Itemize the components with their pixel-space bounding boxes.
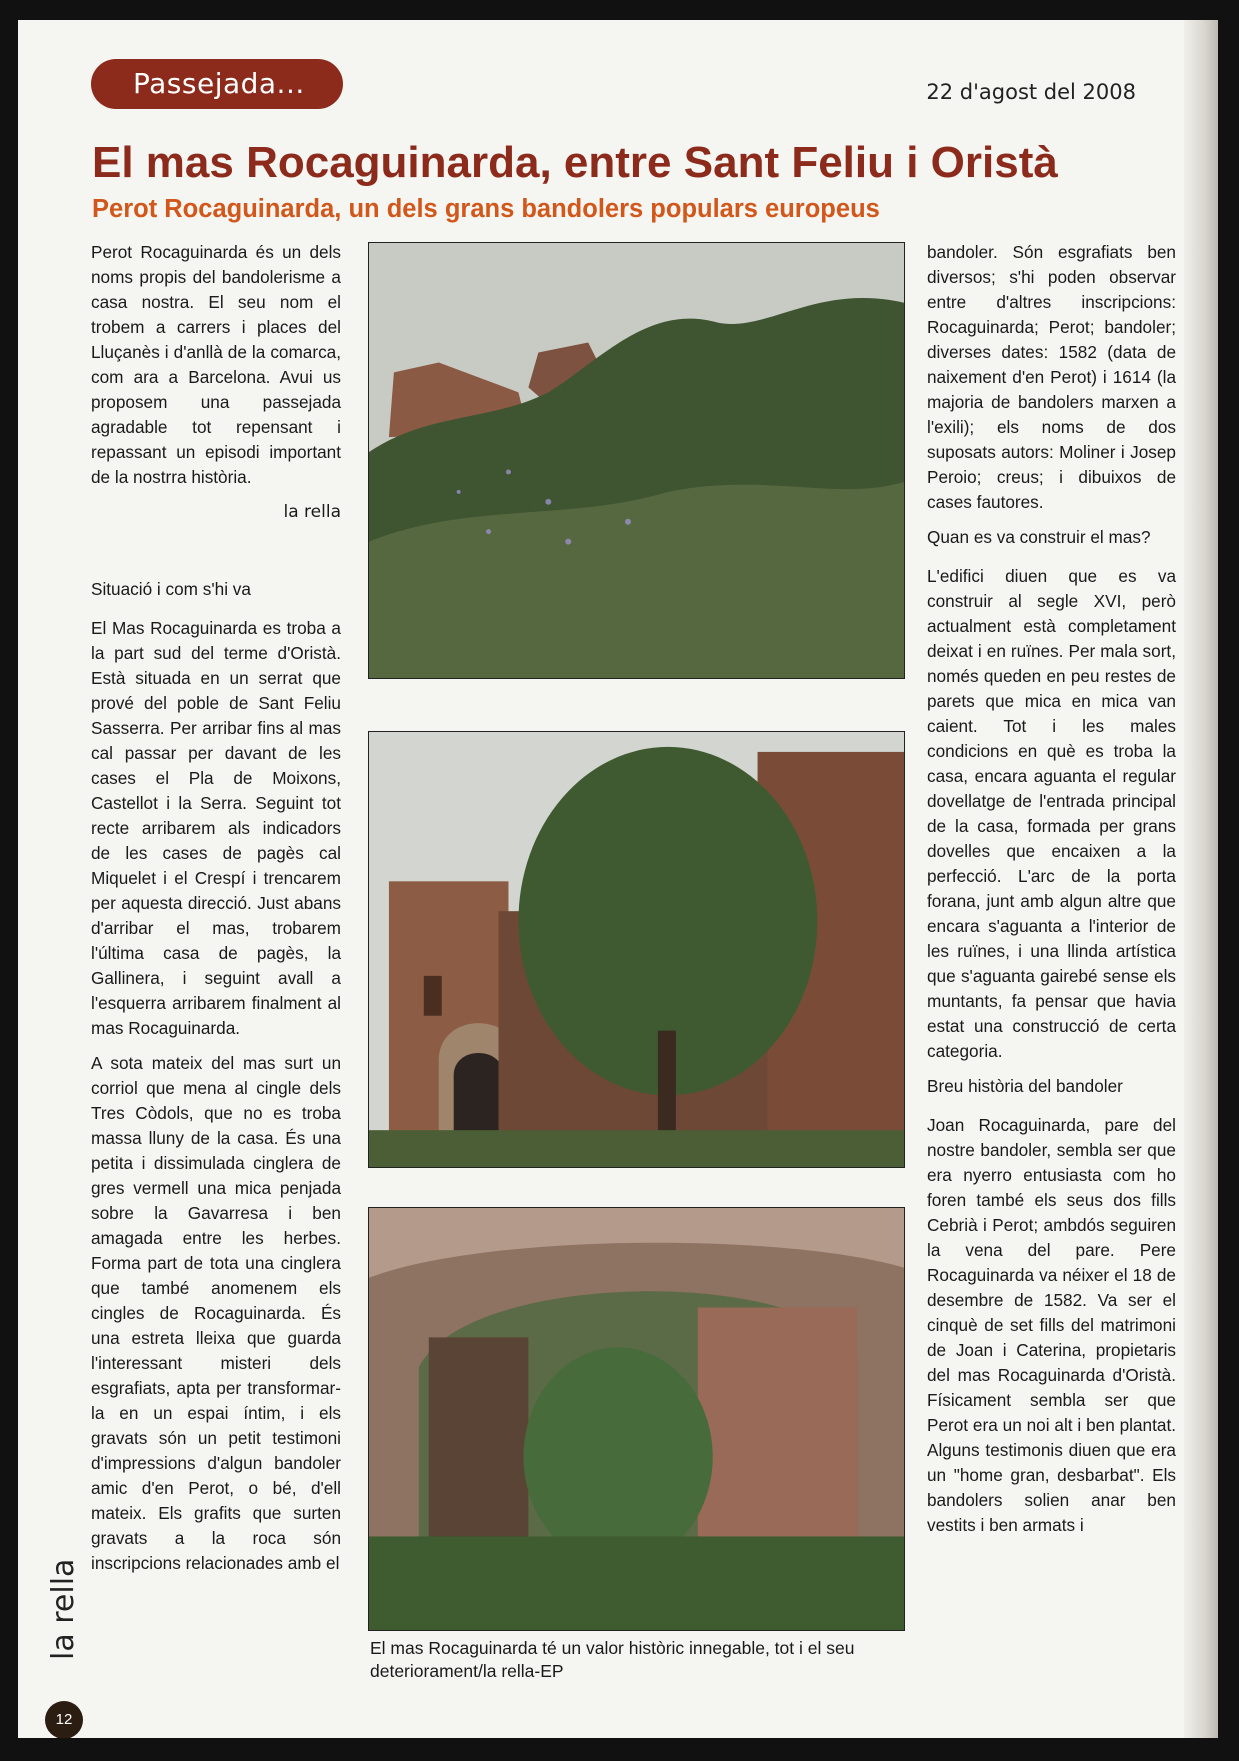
photo-stone-arch [368,1207,905,1631]
magazine-name: la rella [46,1558,81,1660]
magazine-page [18,20,1218,1738]
right-column [927,240,1176,1548]
caption-text: El mas Rocaguinarda té un valor històric innegable, tot i el seu deteriorament/ [370,1638,855,1681]
body-paragraph: A sota mateix del mas surt un corriol que mena al cingle dels Tres Còdols, que no es troba massa lluny de la casa. És una petita i dissimulada cinglera de gres vermell una mica penjada sobre la Gavarresa i ben amagada entre les herbes. Forma part de tota una cinglera que també anomenem els cingles de Rocaguinarda. És una estreta lleixa que guarda l'interessant misteri dels esgrafiats, apta per transformar-la en un espai íntim, i els gravats són un petit testimoni d'impressions d'algun bandoler amic d'en Perot, o bé, d'ell mateix. Els grafits que surten gravats a la roca són inscripcions relacionades amb el [91,1053,341,1573]
photo-tower-and-tree [368,731,905,1168]
body-paragraph: L'edifici diuen que es va construir al segle XVI, però actualment està completament deixat i en ruïnes. Per mala sort, només queden en peu restes de parets que mica en mica van caient. Tot i les males condicions en què es troba la casa, encara aguanta el regular dovellatge de l'entrada principal de la casa, formada per grans dovelles que encaixen a la perfecció. L'arc de la porta forana, junt amb algun altre que encara s'aguanta a l'interior de les ruïnes, i una llinda artística que s'aguanta gairebé sense els muntants, fa pensar que havia estat una construcció de certa categoria. [927,566,1176,1061]
section-heading: Quan es va construir el mas? [927,527,1151,547]
article-title: El mas Rocaguinarda, entre Sant Feliu i Oristà [92,138,1058,187]
photo-ruins-hillside-image [369,243,904,678]
body-paragraph: bandoler. Són esgrafiats ben diversos; s'hi poden observar entre d'altres inscripcions: Rocaguinarda; Perot; bandoler; diverses dates: 1582 (data de naixement d'en Perot) i 1614 (la majoria de bandolers marxen a l'exili); els noms de dos suposats autors: Moliner i Josep Peroio; creus; i dibuixos de cases fautores. [927,242,1176,512]
caption-credit: la rella-EP [482,1661,564,1681]
intro-paragraph: Perot Rocaguinarda és un dels noms propis del bandolerisme a casa nostra. El seu nom el trobem a carrers i places del Lluçanès i d'anllà de la comarca, com ara a Barcelona. Avui us proposem una passejada agradable tot repensant i repassant un episodi important de la nostrra història. [91,242,341,487]
photo-stone-arch-image [369,1208,904,1630]
signature: la rella [283,502,341,522]
page-number: 12 [45,1701,83,1738]
photo-caption [370,1637,910,1683]
photo-tower-and-tree-image [369,732,904,1167]
section-label: Passejada... [91,59,343,109]
section-heading: Breu història del bandoler [927,1076,1123,1096]
article-subtitle: Perot Rocaguinarda, un dels grans bandolers populars europeus [92,195,880,223]
section-heading: Situació i com s'hi va [91,579,251,599]
left-column [91,240,341,1586]
body-paragraph: El Mas Rocaguinarda es troba a la part sud del terme d'Oristà. Està situada en un serrat que prové del poble de Sant Feliu Sasserra. Per arribar fins al mas cal passar per davant de les cases el Pla de Moixons, Castellot i la Serra. Seguint tot recte arribarem als indicadors de les cases de pagès cal Miquelet i el Crespí i trencarem per aquesta direcció. Just abans d'arribar el mas, trobarem l'última casa de pagès, la Gallinera, i seguint avall a l'esquerra arribarem finalment al mas Rocaguinarda. [91,618,341,1038]
photo-ruins-hillside [368,242,905,679]
issue-date: 22 d'agost del 2008 [926,80,1136,104]
page-spine [1184,20,1218,1738]
body-paragraph: Joan Rocaguinarda, pare del nostre bandoler, sembla ser que era nyerro entusiasta com ho foren també els seus dos fills Cebrià i Perot; ambdós seguiren la vena del pare. Pere Rocaguinarda va néixer el 18 de desembre de 1582. Va ser el cinquè de set fills del matrimoni de Joan i Caterina, propietaris del mas Rocaguinarda d'Oristà. Físicament sembla ser que Perot era un noi alt i ben plantat. Alguns testimonis diuen que era un "home gran, desbarbat". Els bandolers solien anar ben vestits i ben armats i [927,1115,1176,1535]
